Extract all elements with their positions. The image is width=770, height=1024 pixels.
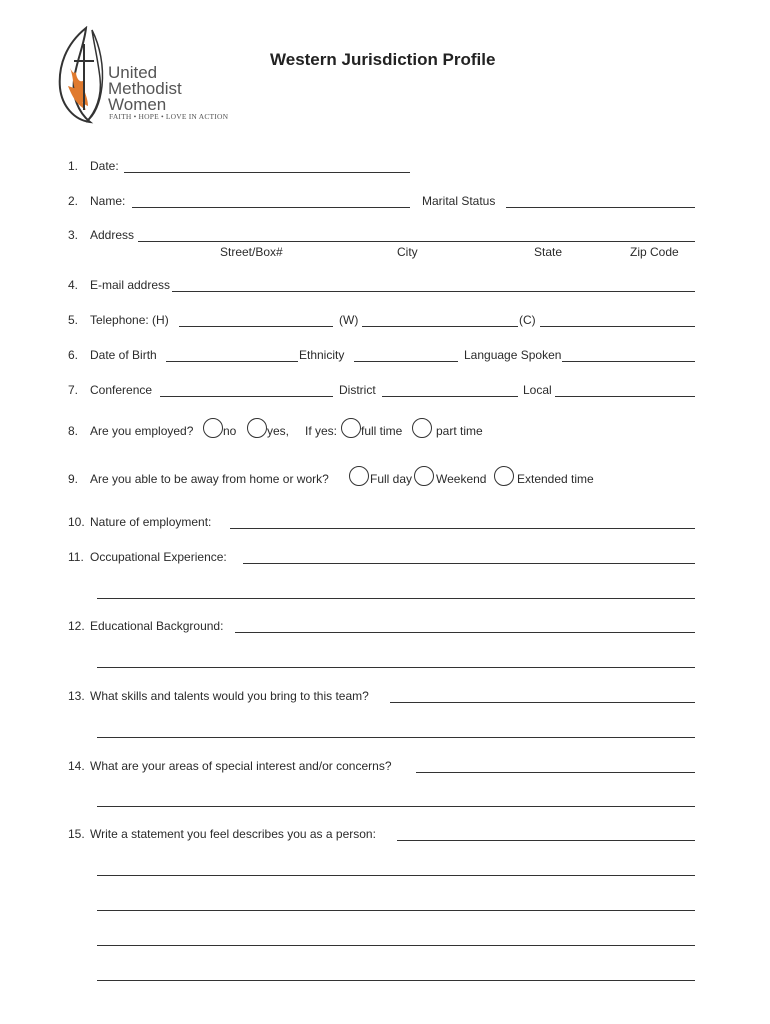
language-label: Language Spoken — [464, 348, 562, 362]
language-field[interactable] — [562, 361, 695, 362]
personal-statement-field[interactable] — [397, 840, 695, 841]
personal-statement-field-3[interactable] — [97, 910, 695, 911]
ethnicity-label: Ethnicity — [299, 348, 345, 362]
if-yes-label: If yes: — [305, 424, 338, 438]
q2-label: Name: — [90, 194, 126, 208]
q5-number: 5. — [68, 313, 79, 327]
q11-label: Occupational Experience: — [90, 550, 227, 564]
date-field[interactable] — [124, 172, 410, 173]
q5-label: Telephone: (H) — [90, 313, 169, 327]
q14-number: 14. — [68, 759, 85, 773]
employed-no-radio[interactable] — [203, 418, 223, 438]
full-day-radio[interactable] — [349, 466, 369, 486]
nature-of-employment-field[interactable] — [230, 528, 695, 529]
q3-label: Address — [90, 228, 135, 242]
q12-number: 12. — [68, 619, 85, 633]
phone-work-label: (W) — [339, 313, 359, 327]
q2-number: 2. — [68, 194, 79, 208]
logo-line-2: Methodist — [108, 79, 182, 98]
q4-number: 4. — [68, 278, 79, 292]
full-day-label: Full day — [370, 472, 413, 486]
personal-statement-field-2[interactable] — [97, 875, 695, 876]
district-field[interactable] — [382, 396, 518, 397]
q6-label: Date of Birth — [90, 348, 157, 362]
zip-sublabel: Zip Code — [630, 245, 679, 259]
extended-time-label: Extended time — [517, 472, 594, 486]
q14-label: What are your areas of special interest and/or concerns? — [90, 759, 392, 773]
street-sublabel: Street/Box# — [220, 245, 283, 259]
local-field[interactable] — [555, 396, 695, 397]
phone-cell-field[interactable] — [540, 326, 695, 327]
page-title: Western Jurisdiction Profile — [270, 50, 496, 69]
educational-background-field[interactable] — [235, 632, 695, 633]
q3-number: 3. — [68, 228, 79, 242]
umw-logo — [56, 26, 236, 126]
q10-number: 10. — [68, 515, 85, 529]
q9-label: Are you able to be away from home or work? — [90, 472, 329, 486]
q15-label: Write a statement you feel describes you as a person: — [90, 827, 376, 841]
name-field[interactable] — [132, 207, 410, 208]
marital-status-label: Marital Status — [422, 194, 496, 208]
weekend-label: Weekend — [436, 472, 487, 486]
district-label: District — [339, 383, 376, 397]
q1-number: 1. — [68, 159, 79, 173]
logo-tagline: FAITH • HOPE • LOVE IN ACTION — [109, 112, 229, 121]
full-time-radio[interactable] — [341, 418, 361, 438]
special-interest-field[interactable] — [416, 772, 695, 773]
q13-label: What skills and talents would you bring to this team? — [90, 689, 369, 703]
q7-label: Conference — [90, 383, 153, 397]
q9-number: 9. — [68, 472, 79, 486]
marital-status-field[interactable] — [506, 207, 695, 208]
date-of-birth-field[interactable] — [166, 361, 298, 362]
employed-yes-label: yes, — [267, 424, 290, 438]
q10-label: Nature of employment: — [90, 515, 212, 529]
flame-cross-icon — [56, 26, 108, 124]
part-time-label: part time — [436, 424, 483, 438]
q15-number: 15. — [68, 827, 85, 841]
full-time-label: full time — [361, 424, 403, 438]
employed-no-label: no — [223, 424, 237, 438]
q8-number: 8. — [68, 424, 79, 438]
q6-number: 6. — [68, 348, 79, 362]
logo-line-1: United — [108, 63, 158, 82]
q4-label: E-mail address — [90, 278, 171, 292]
q13-number: 13. — [68, 689, 85, 703]
city-sublabel: City — [397, 245, 418, 259]
special-interest-field-2[interactable] — [97, 806, 695, 807]
phone-home-field[interactable] — [179, 326, 333, 327]
phone-cell-label: (C) — [519, 313, 536, 327]
occupational-experience-field[interactable] — [243, 563, 695, 564]
skills-talents-field[interactable] — [390, 702, 695, 703]
part-time-radio[interactable] — [412, 418, 432, 438]
local-label: Local — [523, 383, 552, 397]
conference-field[interactable] — [160, 396, 333, 397]
q8-label: Are you employed? — [90, 424, 194, 438]
employed-yes-radio[interactable] — [247, 418, 267, 438]
personal-statement-field-5[interactable] — [97, 980, 695, 981]
occupational-experience-field-2[interactable] — [97, 598, 695, 599]
q11-number: 11. — [68, 550, 84, 564]
ethnicity-field[interactable] — [354, 361, 458, 362]
address-field[interactable] — [138, 241, 695, 242]
q1-label: Date: — [90, 159, 119, 173]
personal-statement-field-4[interactable] — [97, 945, 695, 946]
educational-background-field-2[interactable] — [97, 667, 695, 668]
extended-time-radio[interactable] — [494, 466, 514, 486]
logo-line-3: Women — [108, 95, 167, 114]
state-sublabel: State — [534, 245, 563, 259]
skills-talents-field-2[interactable] — [97, 737, 695, 738]
q12-label: Educational Background: — [90, 619, 224, 633]
weekend-radio[interactable] — [414, 466, 434, 486]
q7-number: 7. — [68, 383, 79, 397]
email-field[interactable] — [172, 291, 695, 292]
phone-work-field[interactable] — [362, 326, 518, 327]
